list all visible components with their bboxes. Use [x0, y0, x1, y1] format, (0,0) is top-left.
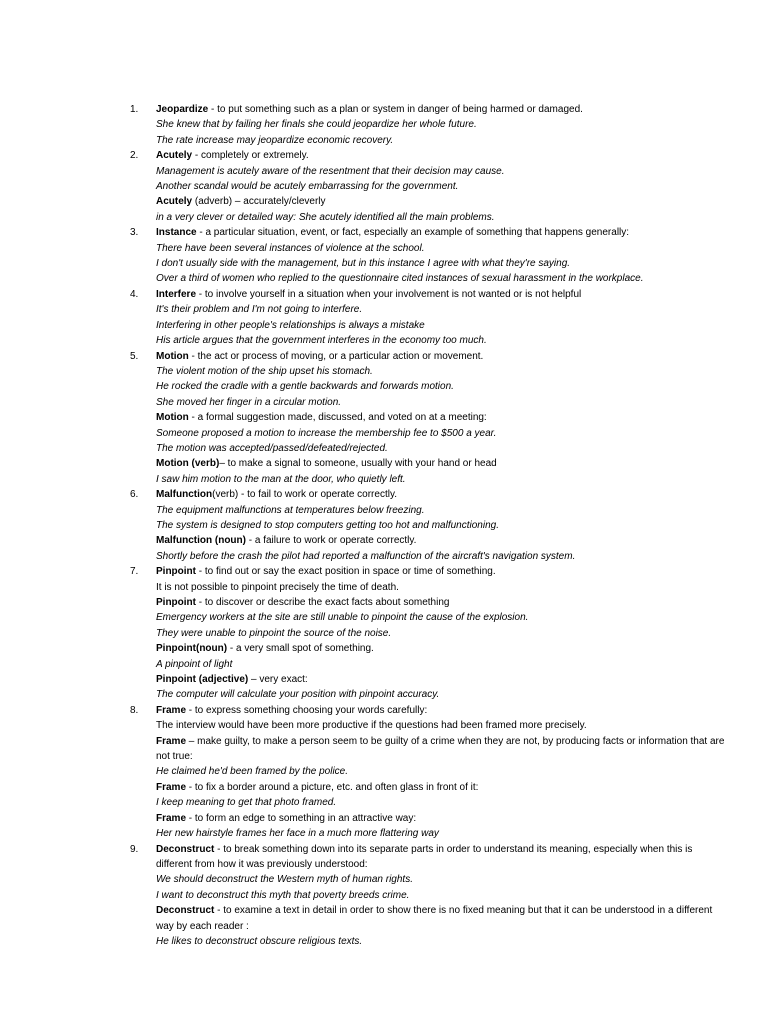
example-sentence: The violent motion of the ship upset his stomach.	[156, 365, 373, 377]
definition-line	[156, 734, 730, 765]
definition-text: - to fix a border around a picture, etc. and often glass in front of it:	[186, 781, 479, 793]
definition-line	[156, 148, 730, 163]
example-sentence: She knew that by failing her finals she could jeopardize her whole future.	[156, 119, 477, 131]
example-sentence: in a very clever or detailed way: She acutely identified all the main problems.	[156, 211, 495, 223]
term-word: Pinpoint	[156, 597, 196, 608]
definition-line	[156, 287, 730, 302]
definition-text: - to express something choosing your words carefully:	[186, 704, 428, 716]
term-word: Instance	[156, 227, 197, 239]
entry-number: 2.	[130, 150, 139, 162]
vocabulary-list	[130, 102, 730, 949]
example-sentence: He likes to deconstruct obscure religious texts.	[156, 935, 363, 947]
definition-line	[156, 811, 730, 826]
example-sentence: I keep meaning to get that photo framed.	[156, 797, 337, 809]
definition-text: (adverb) – accurately/cleverly	[192, 196, 326, 208]
example-sentence: The equipment malfunctions at temperatures below freezing.	[156, 504, 425, 516]
definition-line	[156, 842, 730, 873]
term-word: Pinpoint (adjective)	[156, 674, 249, 686]
definition-line	[156, 102, 730, 117]
entry-number: 5.	[130, 350, 139, 362]
term-word: Deconstruct	[156, 843, 215, 855]
definition-text: (verb) - to fail to work or operate correctly.	[212, 489, 397, 501]
definition-line	[156, 595, 730, 610]
definition-text: – very exact:	[248, 674, 308, 686]
definition-line	[156, 225, 730, 240]
entry-number: 4.	[130, 288, 139, 300]
definition-line	[156, 672, 730, 687]
definition-text: - a formal suggestion made, discussed, and voted on at a meeting:	[188, 412, 487, 424]
term-word: Deconstruct	[156, 905, 215, 917]
vocabulary-entry	[130, 287, 730, 349]
term-word: Frame	[156, 704, 187, 716]
entry-number: 3.	[130, 227, 139, 239]
example-sentence: A pinpoint of light	[156, 658, 233, 670]
definition-line	[156, 349, 730, 364]
vocabulary-entry	[130, 487, 730, 564]
term-word: Frame	[156, 812, 187, 824]
vocabulary-entry	[130, 148, 730, 225]
vocabulary-entry	[130, 703, 730, 842]
vocabulary-entry	[130, 842, 730, 950]
term-word: Frame	[156, 735, 187, 747]
definition-text: - completely or extremely.	[192, 150, 309, 162]
term-word: Motion (verb)	[156, 458, 220, 470]
example-sentence: His article argues that the government interferes in the economy too much.	[156, 335, 487, 347]
example-sentence: Interfering in other people's relationships is always a mistake	[156, 319, 425, 331]
definition-line	[156, 456, 730, 471]
term-word: Interfere	[156, 288, 197, 300]
example-sentence: We should deconstruct the Western myth of human rights.	[156, 874, 413, 886]
example-sentence: Management is acutely aware of the resentment that their decision may cause.	[156, 165, 505, 177]
example-sentence: She moved her finger in a circular motion.	[156, 396, 342, 408]
example-sentence: The computer will calculate your position with pinpoint accuracy.	[156, 689, 440, 701]
plain-sentence: The interview would have been more productive if the questions had been framed more precisely.	[156, 720, 587, 732]
entry-number: 1.	[130, 104, 139, 115]
definition-text: - to put something such as a plan or system in danger of being harmed or damaged.	[208, 104, 583, 115]
example-sentence: The motion was accepted/passed/defeated/rejected.	[156, 442, 388, 454]
definition-line	[156, 533, 730, 548]
example-sentence: I want to deconstruct this myth that poverty breeds crime.	[156, 889, 410, 901]
definition-line	[156, 564, 730, 579]
term-word: Motion	[156, 350, 189, 362]
definition-line	[156, 703, 730, 718]
term-word: Malfunction (noun)	[156, 535, 246, 547]
entry-number: 7.	[130, 566, 139, 578]
definition-text: - to discover or describe the exact facts about something	[196, 597, 450, 608]
vocabulary-entry	[130, 564, 730, 703]
term-word: Pinpoint(noun)	[156, 643, 228, 655]
example-sentence: Her new hairstyle frames her face in a much more flattering way	[156, 828, 439, 840]
term-word: Acutely	[156, 150, 193, 162]
term-word: Pinpoint	[156, 566, 196, 578]
example-sentence: He rocked the cradle with a gentle backwards and forwards motion.	[156, 381, 454, 393]
definition-text: - a very small spot of something.	[227, 643, 374, 655]
definition-text: - to break something down into its separate parts in order to understand its meaning, especially when this is different from how it was previously understood:	[156, 843, 693, 870]
term-word: Acutely	[156, 196, 193, 208]
example-sentence: The system is designed to stop computers getting too hot and malfunctioning.	[156, 519, 499, 531]
example-sentence: Another scandal would be acutely embarrassing for the government.	[156, 181, 459, 193]
definition-text: - a particular situation, event, or fact, especially an example of something that happens generally:	[196, 227, 630, 239]
example-sentence: Over a third of women who replied to the questionnaire cited instances of sexual harassment in the workplace.	[156, 273, 644, 285]
plain-sentence: It is not possible to pinpoint precisely the time of death.	[156, 581, 399, 593]
entry-number: 9.	[130, 843, 139, 855]
vocabulary-entry	[130, 225, 730, 287]
definition-line	[156, 780, 730, 795]
vocabulary-entry	[130, 349, 730, 488]
definition-line	[156, 641, 730, 656]
term-word: Frame	[156, 781, 187, 793]
term-word: Malfunction	[156, 489, 213, 501]
vocabulary-entry	[130, 102, 730, 148]
definition-line	[156, 903, 730, 934]
example-sentence: They were unable to pinpoint the source of the noise.	[156, 627, 392, 639]
definition-text: – make guilty, to make a person seem to be guilty of a crime when they are not, by producing facts or information that are not true:	[156, 735, 725, 763]
example-sentence: It's their problem and I'm not going to interfere.	[156, 304, 363, 316]
example-sentence: There have been several instances of violence at the school.	[156, 242, 425, 254]
definition-line	[156, 410, 730, 425]
definition-line	[156, 194, 730, 209]
example-sentence: The rate increase may jeopardize economic recovery.	[156, 134, 394, 146]
definition-text: - a failure to work or operate correctly.	[245, 535, 417, 547]
entry-number: 8.	[130, 704, 139, 716]
definition-text: - to examine a text in detail in order to show there is no fixed meaning but that it can be understood in a different way by each reader :	[156, 905, 713, 932]
example-sentence: Someone proposed a motion to increase the membership fee to $500 a year.	[156, 427, 497, 439]
definition-text: - to form an edge to something in an attractive way:	[186, 812, 417, 824]
definition-text: - the act or process of moving, or a particular action or movement.	[188, 350, 484, 362]
entry-number: 6.	[130, 489, 139, 501]
definition-text: - to find out or say the exact position in space or time of something.	[196, 566, 496, 578]
term-word: Jeopardize	[156, 104, 209, 115]
example-sentence: Emergency workers at the site are still unable to pinpoint the cause of the explosion.	[156, 612, 529, 624]
example-sentence: I don't usually side with the management, but in this instance I agree with what they're saying.	[156, 258, 571, 270]
definition-line	[156, 487, 730, 502]
definition-text: - to involve yourself in a situation when your involvement is not wanted or is not helpful	[196, 288, 582, 300]
definition-text: – to make a signal to someone, usually with your hand or head	[219, 458, 497, 470]
example-sentence: I saw him motion to the man at the door, who quietly left.	[156, 473, 406, 485]
example-sentence: Shortly before the crash the pilot had reported a malfunction of the aircraft's navigation system.	[156, 550, 576, 562]
example-sentence: He claimed he'd been framed by the police.	[156, 766, 349, 778]
term-word: Motion	[156, 412, 189, 424]
